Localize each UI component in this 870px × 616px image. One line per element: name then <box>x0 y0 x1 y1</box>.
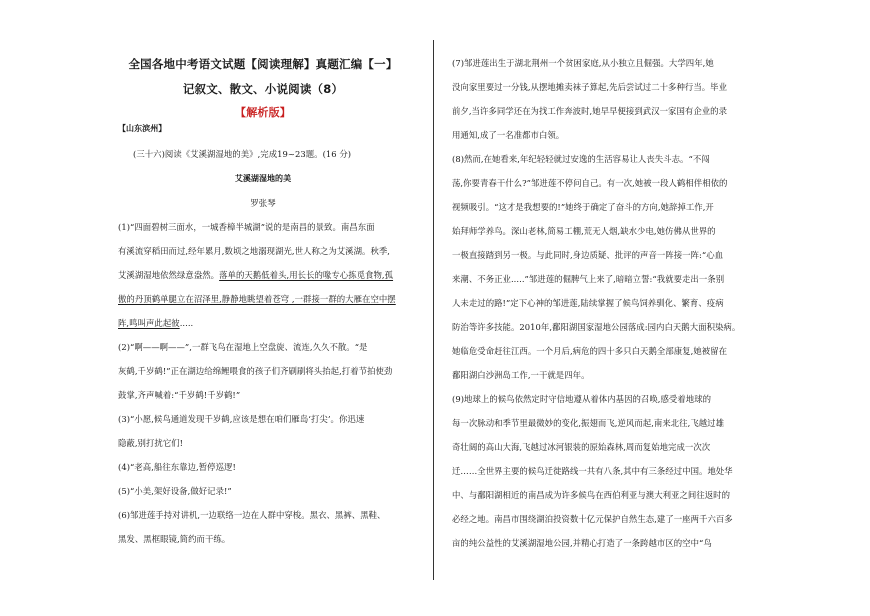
ellipsis: ..... <box>179 318 194 328</box>
article-author: 罗张琴 <box>250 198 276 208</box>
paragraph-line: (1)“四面碧树三面水，一城香樟半城湖”说的是南昌的景致。南昌东面 <box>118 222 375 232</box>
question-instruction: (三十六)阅读《艾溪湖湿地的美》,完成19~23题。(16 分) <box>133 149 352 159</box>
paragraph-line: (5)“小美,架好设备,做好记录!” <box>118 486 232 496</box>
paragraph-line: (8)然而,在她看来,年纪轻轻就过安逸的生活容易让人丧失斗志。“不闯 <box>452 154 710 164</box>
paragraph-line: 人未走过的路!”定下心神的邹进莲,陆续掌握了候鸟饲养驯化、繁育、疫病 <box>452 298 724 308</box>
underlined-segment: 落单的天鹅低着头,用长长的喙专心拣觅食物,孤 <box>219 270 394 280</box>
document-title: 全国各地中考语文试题【阅读理解】真题汇编【一】 <box>128 57 398 71</box>
paragraph-line: 必经之地。南昌市围绕湖泊投资数十亿元保护自然生态,建了一座两千六百多 <box>452 514 733 524</box>
paragraph-line: 始拜师学养鸟。深山老林,简易工棚,荒无人烟,缺水少电,她仿佛从世界的 <box>452 226 716 236</box>
underlined-line: 傲的丹顶鹤单腿立在沼泽里,静静地眺望着苍穹 ,一群接一群的大雁在空中摆 <box>118 294 396 304</box>
document-subtitle: 记叙文、散文、小说阅读（8） <box>182 82 344 96</box>
paragraph-line: 来潮、不务正业.....”邹进莲的倔脾气上来了,暗暗立誓:“我就要走出一条别 <box>452 274 725 284</box>
paragraph-line <box>118 317 193 329</box>
paragraph-line: 黑发、黑框眼镜,简约而干练。 <box>118 534 231 544</box>
paragraph-line: 亩的纯公益性的艾溪湖湿地公园,并精心打造了一条跨越市区的空中“鸟 <box>452 538 712 548</box>
paragraph-line: 前夕,当许多同学还在为找工作奔波时,她早早便接到武汉一家国有企业的录 <box>452 106 728 116</box>
paragraph-line: (9)地球上的候鸟依然定时守信地遵从着体内基因的召唤,感受着地球的 <box>452 394 712 404</box>
paragraph-line <box>118 269 393 281</box>
paragraph-line: 有溪流穿稻田而过,经年累月,数顷之地溺现湖光,世人称之为艾溪湖。秋季, <box>118 246 391 256</box>
paragraph-line: 灰鹤,千岁鹤!”正在湖边给绵鲤喂食的孩子们齐刷刷将头抬起,打着节拍使劲 <box>118 366 393 376</box>
paragraph-line: 迁……全世界主要的候鸟迁徙路线一共有八条,其中有三条经过中国。地处华 <box>452 466 733 476</box>
paragraph-segment: 艾溪湖湿地依然绿意盎然。 <box>118 270 220 280</box>
column-divider <box>433 40 434 580</box>
paragraph-line: 每一次脉动和季节里最微妙的变化,振翅而飞,逆风而起,南来北往,飞越过雄 <box>452 418 725 428</box>
paragraph-line: (2)“啊——啊——”,一群飞鸟在湿地上空盘旋、流连,久久不散。“是 <box>118 342 368 352</box>
paragraph-line: (6)邹进莲手持对讲机,一边联络一边在人群中穿梭。黑衣、黑裤、黑鞋、 <box>118 510 386 520</box>
region-label: 【山东滨州】 <box>118 124 167 133</box>
article-title: 艾溪湖湿地的美 <box>234 174 292 183</box>
paragraph-line: 鼓掌,齐声喊着:“千岁鹤!千岁鹤!” <box>118 390 241 400</box>
analysis-edition-tag: 【解析版】 <box>235 106 291 119</box>
paragraph-line: 防治等许多技能。2010年,鄱阳湖国家湿地公园落成:园内白天鹅大面积染病。 <box>452 322 741 332</box>
paragraph-line: 荡,你要青春干什么?”邹进莲不停问自己。有一次,她被一段人鹤相伴相依的 <box>452 178 728 188</box>
paragraph-line: 用通知,成了一名准都市白领。 <box>452 130 565 140</box>
paragraph-line: (4)“老高,船往东靠边,暂停巡逻! <box>118 462 236 472</box>
paragraph-line: (3)“小愿,候鸟通道发现千岁鹤,应该是想在咱们雁岛‘打尖’。你迅速 <box>118 414 365 424</box>
paragraph-line: (7)邹进莲出生于湖北荆州一个贫困家庭,从小独立且倔强。大学四年,她 <box>452 58 714 68</box>
underlined-segment: 阵,鸣叫声此起彼 <box>118 318 180 328</box>
paragraph-line: 鄱阳湖白沙洲岛工作,一干就是四年。 <box>452 370 590 380</box>
paragraph-line: 一极直接踏到另一极。与此同时,身边质疑、批评的声音一阵接一阵:“心血 <box>452 250 724 260</box>
paragraph-line: 奇壮阔的高山大海,飞越过冰河银装的原始森林,周而复始地完成一次次 <box>452 442 711 452</box>
paragraph-line: 她临危受命赶往江西。一个月后,病危的四十多只白天鹅全部康复,她被留在 <box>452 346 728 356</box>
paragraph-line: 视频吸引。“这才是我想要的!”她终于确定了奋斗的方向,她辞掉工作,开 <box>452 202 714 212</box>
paragraph-line: 没向家里要过一分钱,从摆地摊卖袜子算起,先后尝试过二十多种行当。毕业 <box>452 82 728 92</box>
paragraph-line: 中、与鄱阳湖相近的南昌成为许多候鸟在西伯利亚与澳大利亚之间往返时的 <box>452 490 731 500</box>
paragraph-line: 隐蔽,别打扰它们! <box>118 438 184 448</box>
